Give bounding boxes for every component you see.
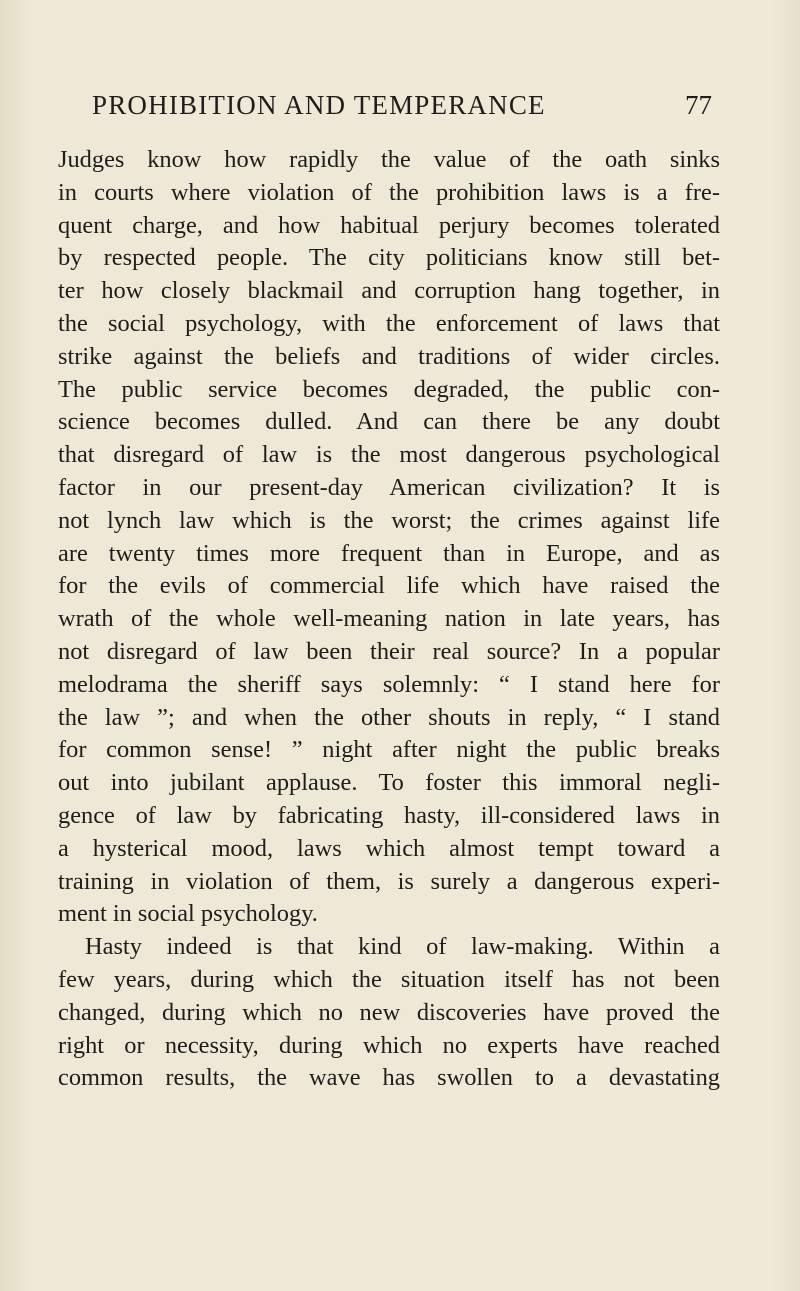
text-line: not disregard of law been their real source? In a popular <box>58 637 720 665</box>
page-number: 77 <box>685 90 712 120</box>
text-line: ment in social psychology. <box>58 900 318 928</box>
text-line: by respected people. The city politicians know still bet- <box>58 244 720 272</box>
text-line: strike against the beliefs and traditions of wider circles. <box>58 342 720 370</box>
text-line: for common sense! ” night after night the public breaks <box>58 736 720 764</box>
text-line: ter how closely blackmail and corruption hang together, in <box>58 277 720 305</box>
body-text <box>58 144 720 1095</box>
text-line: the law ”; and when the other shouts in reply, “ I stand <box>58 703 720 731</box>
text-line: training in violation of them, is surely a dangerous experi- <box>58 867 720 895</box>
text-line: in courts where violation of the prohibition laws is a fre- <box>58 178 720 206</box>
text-line: quent charge, and how habitual perjury becomes tolerated <box>58 211 720 239</box>
text-line: changed, during which no new discoveries have proved the <box>58 998 720 1026</box>
text-line: melodrama the sheriff says solemnly: “ I stand here for <box>58 670 720 698</box>
text-line: few years, during which the situation itself has not been <box>58 965 720 993</box>
text-line: common results, the wave has swollen to a devastating <box>58 1064 720 1092</box>
text-line: right or necessity, during which no experts have reached <box>58 1031 720 1059</box>
text-line: that disregard of law is the most dangerous psychological <box>58 441 720 469</box>
text-line: factor in our present-day American civilization? It is <box>58 473 720 501</box>
running-head: PROHIBITION AND TEMPERANCE <box>92 90 546 120</box>
text-line: for the evils of commercial life which have raised the <box>58 572 720 600</box>
text-line: a hysterical mood, laws which almost tempt toward a <box>58 834 720 862</box>
text-line: Hasty indeed is that kind of law-making. Within a <box>85 933 720 961</box>
text-line: science becomes dulled. And can there be any doubt <box>58 408 720 436</box>
text-line: are twenty times more frequent than in Europe, and as <box>58 539 720 567</box>
page-header <box>92 90 712 130</box>
text-line: out into jubilant applause. To foster this immoral negli- <box>58 769 720 797</box>
text-line: not lynch law which is the worst; the crimes against life <box>58 506 720 534</box>
text-line: The public service becomes degraded, the public con- <box>58 375 720 403</box>
text-line: Judges know how rapidly the value of the oath sinks <box>58 146 720 173</box>
text-line: the social psychology, with the enforcement of laws that <box>58 309 720 337</box>
text-line: gence of law by fabricating hasty, ill-considered laws in <box>58 801 720 829</box>
text-line: wrath of the whole well-meaning nation in late years, has <box>58 605 720 633</box>
